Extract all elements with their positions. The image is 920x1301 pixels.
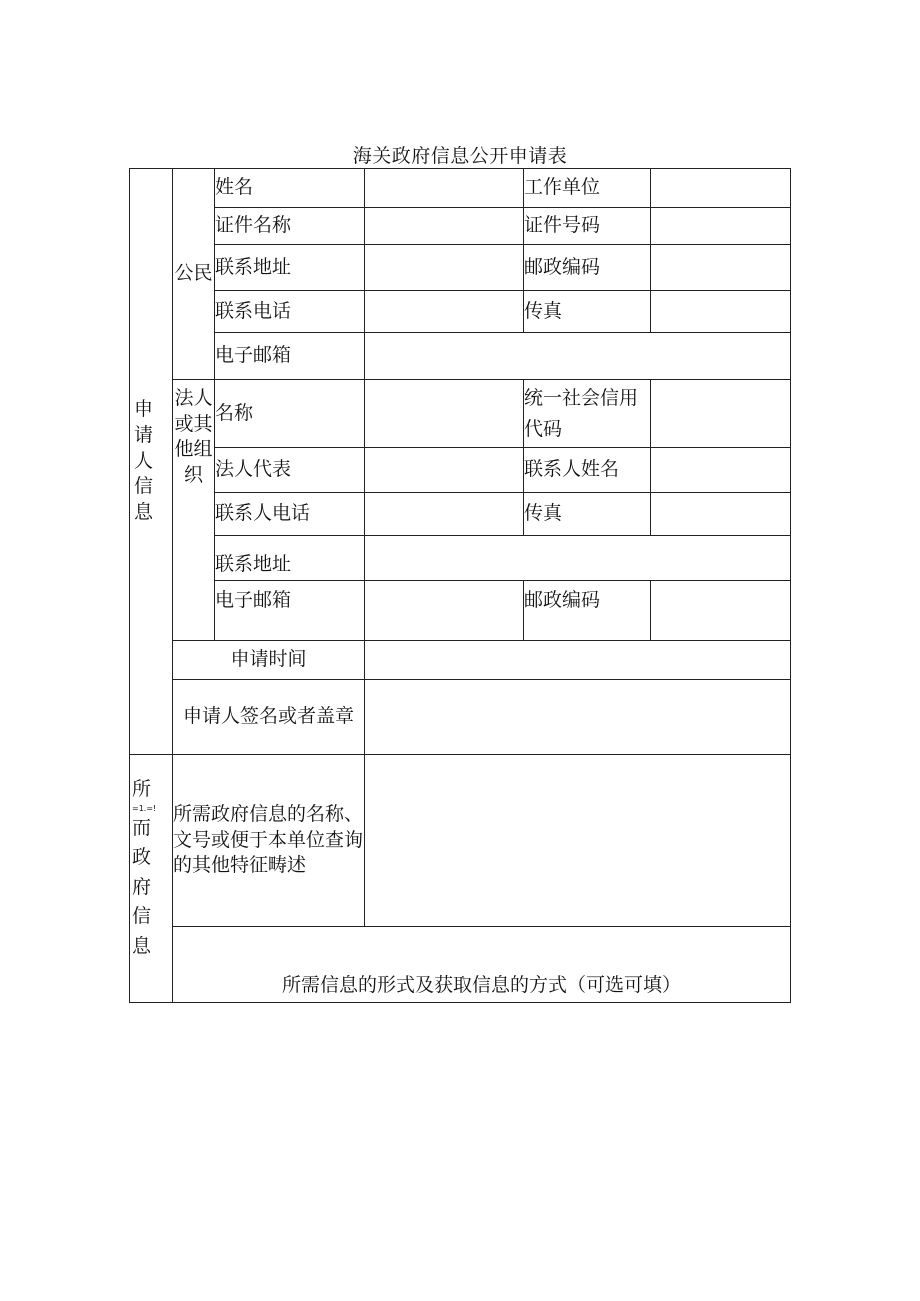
org-postcode-field[interactable] [651, 581, 791, 641]
citizen-phone-field[interactable] [365, 291, 524, 333]
citizen-work-unit-label: 工作单位 [524, 169, 651, 208]
citizen-address-label: 联系地址 [215, 245, 365, 291]
org-address-label: 联系地址 [215, 536, 365, 581]
org-contact-name-label: 联系人姓名 [524, 448, 651, 493]
citizen-phone-label: 联系电话 [215, 291, 365, 333]
form-title: 海关政府信息公开申请表 [352, 145, 568, 167]
applicant-info-header: 申请人信息 [130, 169, 173, 755]
org-fax-field[interactable] [651, 493, 791, 536]
signature-field[interactable] [365, 680, 791, 755]
org-name-field[interactable] [365, 380, 524, 448]
org-legal-rep-label: 法人代表 [215, 448, 365, 493]
requested-info-description-field[interactable] [365, 755, 791, 927]
citizen-id-name-label: 证件名称 [215, 208, 365, 245]
citizen-name-label: 姓名 [215, 169, 365, 208]
org-email-field[interactable] [365, 581, 524, 641]
citizen-fax-field[interactable] [651, 291, 791, 333]
org-legal-rep-field[interactable] [365, 448, 524, 493]
org-name-label: 名称 [215, 380, 365, 448]
org-fax-label: 传真 [524, 493, 651, 536]
citizen-email-field[interactable] [365, 333, 791, 380]
org-postcode-label: 邮政编码 [524, 581, 651, 641]
org-email-label: 电子邮箱 [215, 581, 365, 641]
org-contact-phone-field[interactable] [365, 493, 524, 536]
citizen-id-name-field[interactable] [365, 208, 524, 245]
org-contact-name-field[interactable] [651, 448, 791, 493]
org-credit-code-field[interactable] [651, 380, 791, 448]
apply-time-label: 申请时间 [173, 641, 365, 680]
apply-time-field[interactable] [365, 641, 791, 680]
citizen-postcode-label: 邮政编码 [524, 245, 651, 291]
citizen-id-number-label: 证件号码 [524, 208, 651, 245]
citizen-fax-label: 传真 [524, 291, 651, 333]
org-credit-code-label: 统一社会信用代码 [524, 380, 651, 448]
citizen-header: 公民 [173, 169, 215, 380]
requested-info-description-label: 所需政府信息的名称、文号或便于本单位查询的其他特征畴述 [173, 755, 365, 927]
info-form-method-field[interactable]: 所需信息的形式及获取信息的方式（可选可填） [173, 927, 791, 1003]
citizen-postcode-field[interactable] [651, 245, 791, 291]
requested-info-header [130, 755, 173, 1003]
requested-info-header-top: 所 [132, 778, 152, 800]
org-header: 法人或其他组织 [173, 380, 215, 641]
citizen-id-number-field[interactable] [651, 208, 791, 245]
org-address-field[interactable] [365, 536, 791, 581]
application-form-table [129, 168, 791, 1003]
citizen-email-label: 电子邮箱 [215, 333, 365, 380]
requested-info-header-bottom: 而政府信息 [132, 817, 152, 957]
citizen-address-field[interactable] [365, 245, 524, 291]
org-contact-phone-label: 联系人电话 [215, 493, 365, 536]
citizen-name-field[interactable] [365, 169, 524, 208]
signature-label: 申请人签名或者盖章 [173, 680, 365, 755]
citizen-work-unit-field[interactable] [651, 169, 791, 208]
requested-info-header-noise: =1.=! [132, 804, 157, 814]
